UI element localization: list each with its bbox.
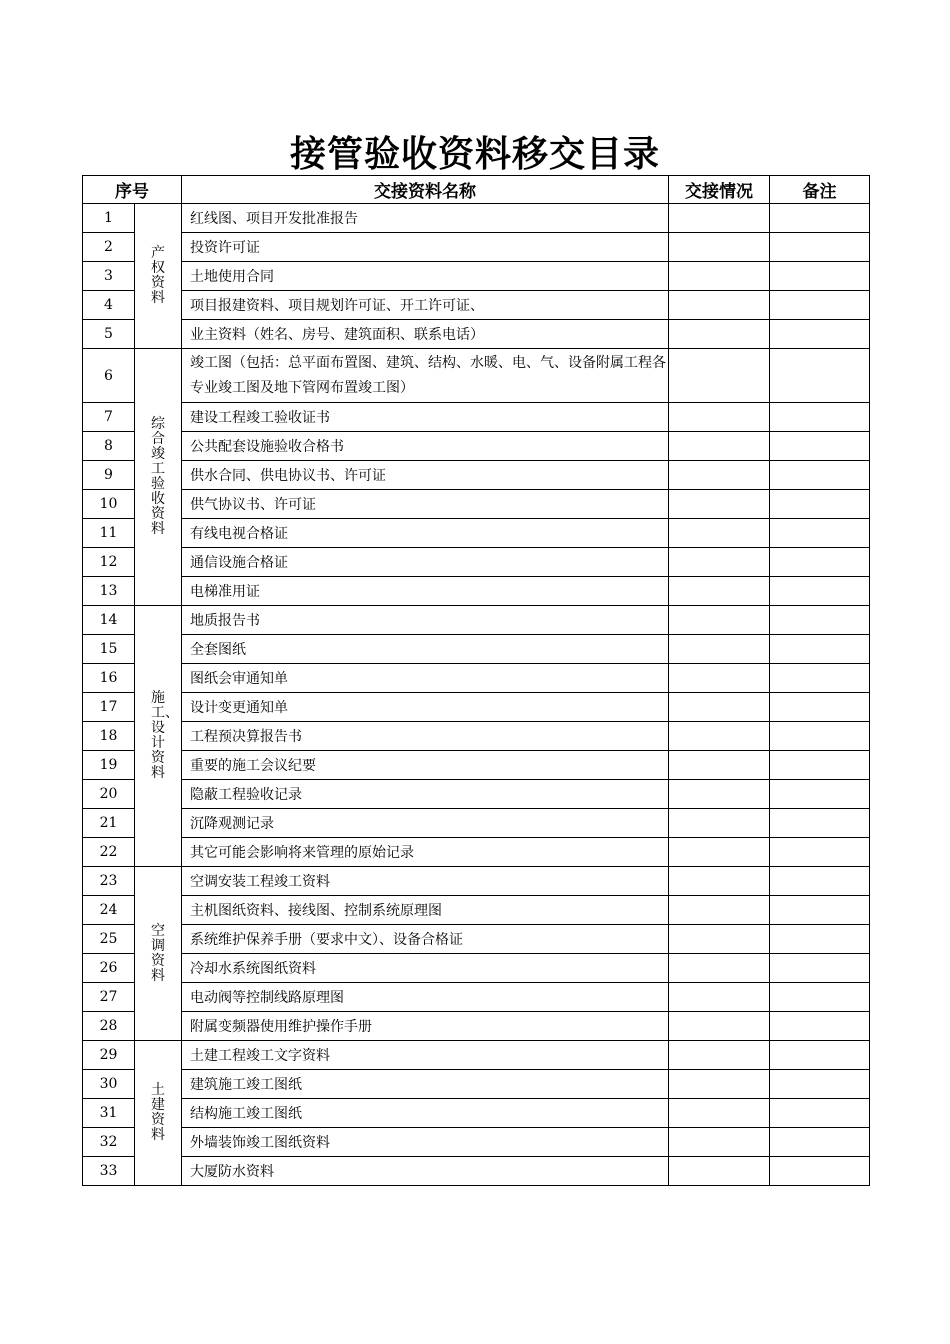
item-name: 主机图纸资料、接线图、控制系统原理图 [182, 896, 669, 925]
item-name: 电梯准用证 [182, 577, 669, 606]
remark-cell [770, 320, 870, 349]
row-number: 20 [83, 780, 135, 809]
remark-cell [770, 693, 870, 722]
status-cell [669, 548, 770, 577]
status-cell [669, 751, 770, 780]
row-number: 31 [83, 1099, 135, 1128]
remark-cell [770, 664, 870, 693]
status-cell [669, 664, 770, 693]
remark-cell [770, 983, 870, 1012]
status-cell [669, 780, 770, 809]
remark-cell [770, 461, 870, 490]
header-remark: 备注 [770, 176, 870, 204]
item-name: 电动阀等控制线路原理图 [182, 983, 669, 1012]
remark-cell [770, 1070, 870, 1099]
table-row [83, 867, 870, 896]
row-number: 10 [83, 490, 135, 519]
item-name: 附属变频器使用维护操作手册 [182, 1012, 669, 1041]
status-cell [669, 1012, 770, 1041]
row-number: 17 [83, 693, 135, 722]
remark-cell [770, 1099, 870, 1128]
item-name: 有线电视合格证 [182, 519, 669, 548]
row-number: 14 [83, 606, 135, 635]
category-label: 土建资料 [151, 1082, 165, 1143]
table-row [83, 262, 870, 291]
item-name: 图纸会审通知单 [182, 664, 669, 693]
status-cell [669, 461, 770, 490]
row-number: 24 [83, 896, 135, 925]
item-name: 竣工图（包括：总平面布置图、建筑、结构、水暖、电、气、设备附属工程各专业竣工图及地下管网布置竣工图） [182, 349, 669, 403]
row-number: 23 [83, 867, 135, 896]
row-number: 3 [83, 262, 135, 291]
row-number: 6 [83, 349, 135, 403]
item-name: 红线图、项目开发批准报告 [182, 204, 669, 233]
header-status: 交接情况 [669, 176, 770, 204]
row-number: 16 [83, 664, 135, 693]
remark-cell [770, 751, 870, 780]
remark-cell [770, 577, 870, 606]
remark-cell [770, 1128, 870, 1157]
row-number: 2 [83, 233, 135, 262]
row-number: 13 [83, 577, 135, 606]
table-row [83, 693, 870, 722]
header-row [83, 176, 870, 204]
remark-cell [770, 548, 870, 577]
row-number: 25 [83, 925, 135, 954]
status-cell [669, 262, 770, 291]
status-cell [669, 490, 770, 519]
status-cell [669, 606, 770, 635]
remark-cell [770, 809, 870, 838]
table-row [83, 204, 870, 233]
category-cell [135, 606, 182, 867]
remark-cell [770, 1041, 870, 1070]
table-row [83, 548, 870, 577]
row-number: 27 [83, 983, 135, 1012]
row-number: 32 [83, 1128, 135, 1157]
handover-table [82, 175, 870, 1186]
row-number: 22 [83, 838, 135, 867]
remark-cell [770, 349, 870, 403]
remark-cell [770, 635, 870, 664]
category-label: 产权资料 [151, 245, 165, 306]
item-name: 大厦防水资料 [182, 1157, 669, 1186]
status-cell [669, 954, 770, 983]
page-title: 接管验收资料移交目录 [289, 134, 660, 175]
status-cell [669, 291, 770, 320]
item-name: 隐蔽工程验收记录 [182, 780, 669, 809]
item-name: 冷却水系统图纸资料 [182, 954, 669, 983]
table-row [83, 751, 870, 780]
remark-cell [770, 606, 870, 635]
status-cell [669, 1099, 770, 1128]
category-cell [135, 1041, 182, 1186]
item-name: 系统维护保养手册（要求中文）、设备合格证 [182, 925, 669, 954]
row-number: 9 [83, 461, 135, 490]
item-name: 结构施工竣工图纸 [182, 1099, 669, 1128]
remark-cell [770, 291, 870, 320]
table-row [83, 925, 870, 954]
row-number: 4 [83, 291, 135, 320]
item-name: 工程预决算报告书 [182, 722, 669, 751]
table-row [83, 809, 870, 838]
remark-cell [770, 432, 870, 461]
item-name: 投资许可证 [182, 233, 669, 262]
item-name: 外墙装饰竣工图纸资料 [182, 1128, 669, 1157]
table-row [83, 1128, 870, 1157]
status-cell [669, 1041, 770, 1070]
table-row [83, 1012, 870, 1041]
row-number: 8 [83, 432, 135, 461]
status-cell [669, 983, 770, 1012]
item-name: 建设工程竣工验收证书 [182, 403, 669, 432]
remark-cell [770, 403, 870, 432]
header-seq: 序号 [83, 176, 182, 204]
table-row [83, 490, 870, 519]
status-cell [669, 320, 770, 349]
table-row [83, 954, 870, 983]
table-row [83, 349, 870, 403]
table-row [83, 577, 870, 606]
item-name: 设计变更通知单 [182, 693, 669, 722]
item-name: 其它可能会影响将来管理的原始记录 [182, 838, 669, 867]
table-row [83, 1041, 870, 1070]
table-row [83, 519, 870, 548]
table-row [83, 403, 870, 432]
status-cell [669, 577, 770, 606]
category-label: 施工、设计资料 [151, 690, 179, 781]
item-name: 通信设施合格证 [182, 548, 669, 577]
item-name: 建筑施工竣工图纸 [182, 1070, 669, 1099]
table-row [83, 780, 870, 809]
status-cell [669, 1070, 770, 1099]
remark-cell [770, 1157, 870, 1186]
remark-cell [770, 838, 870, 867]
table-row [83, 635, 870, 664]
category-label: 综合竣工验收资料 [151, 416, 165, 537]
table-row [83, 233, 870, 262]
category-cell [135, 867, 182, 1041]
item-name: 公共配套设施验收合格书 [182, 432, 669, 461]
table-row [83, 320, 870, 349]
table-row [83, 606, 870, 635]
status-cell [669, 204, 770, 233]
status-cell [669, 925, 770, 954]
item-name: 项目报建资料、项目规划许可证、开工许可证、 [182, 291, 669, 320]
item-name: 供气协议书、许可证 [182, 490, 669, 519]
table-row [83, 461, 870, 490]
status-cell [669, 233, 770, 262]
status-cell [669, 519, 770, 548]
item-name: 沉降观测记录 [182, 809, 669, 838]
item-name: 重要的施工会议纪要 [182, 751, 669, 780]
table-row [83, 1099, 870, 1128]
row-number: 29 [83, 1041, 135, 1070]
remark-cell [770, 867, 870, 896]
row-number: 15 [83, 635, 135, 664]
table-row [83, 1070, 870, 1099]
status-cell [669, 809, 770, 838]
category-cell [135, 204, 182, 349]
status-cell [669, 693, 770, 722]
status-cell [669, 896, 770, 925]
remark-cell [770, 896, 870, 925]
item-name: 全套图纸 [182, 635, 669, 664]
header-name: 交接资料名称 [182, 176, 669, 204]
row-number: 5 [83, 320, 135, 349]
remark-cell [770, 233, 870, 262]
remark-cell [770, 722, 870, 751]
remark-cell [770, 1012, 870, 1041]
table-row [83, 432, 870, 461]
status-cell [669, 722, 770, 751]
table-row [83, 983, 870, 1012]
status-cell [669, 1128, 770, 1157]
remark-cell [770, 925, 870, 954]
row-number: 18 [83, 722, 135, 751]
remark-cell [770, 780, 870, 809]
category-label: 空调资料 [151, 922, 165, 984]
item-name: 地质报告书 [182, 606, 669, 635]
row-number: 1 [83, 204, 135, 233]
remark-cell [770, 519, 870, 548]
item-name: 业主资料（姓名、房号、建筑面积、联系电话） [182, 320, 669, 349]
item-name: 土建工程竣工文字资料 [182, 1041, 669, 1070]
table-row [83, 838, 870, 867]
remark-cell [770, 262, 870, 291]
row-number: 12 [83, 548, 135, 577]
item-name: 土地使用合同 [182, 262, 669, 291]
row-number: 26 [83, 954, 135, 983]
item-name: 空调安装工程竣工资料 [182, 867, 669, 896]
status-cell [669, 403, 770, 432]
table-row [83, 1157, 870, 1186]
status-cell [669, 1157, 770, 1186]
status-cell [669, 867, 770, 896]
status-cell [669, 635, 770, 664]
remark-cell [770, 490, 870, 519]
row-number: 28 [83, 1012, 135, 1041]
status-cell [669, 349, 770, 403]
table-row [83, 896, 870, 925]
status-cell [669, 432, 770, 461]
category-cell [135, 349, 182, 606]
table-row [83, 291, 870, 320]
row-number: 19 [83, 751, 135, 780]
row-number: 33 [83, 1157, 135, 1186]
table-row [83, 664, 870, 693]
row-number: 21 [83, 809, 135, 838]
table-row [83, 722, 870, 751]
item-name: 供水合同、供电协议书、许可证 [182, 461, 669, 490]
status-cell [669, 838, 770, 867]
row-number: 30 [83, 1070, 135, 1099]
row-number: 7 [83, 403, 135, 432]
row-number: 11 [83, 519, 135, 548]
remark-cell [770, 954, 870, 983]
remark-cell [770, 204, 870, 233]
